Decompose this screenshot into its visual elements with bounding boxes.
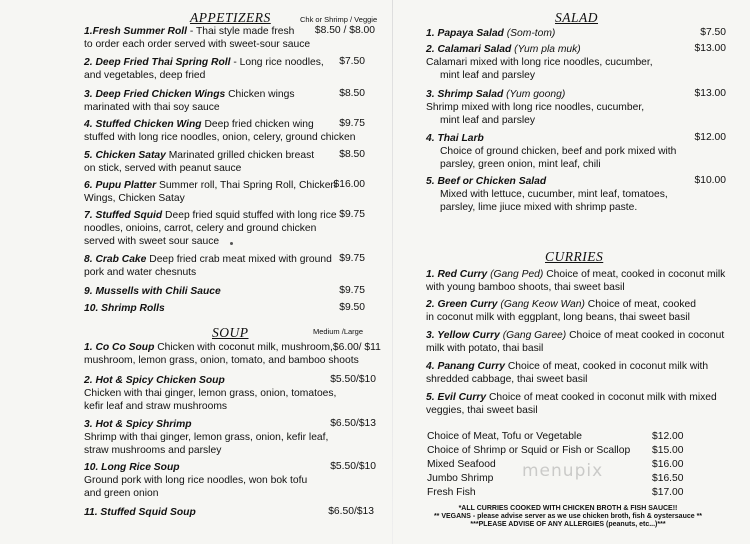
item-price: $9.75 xyxy=(339,118,365,129)
item-desc: Chicken with thai ginger, lemon grass, onion, tomatoes, xyxy=(84,388,337,399)
item-price: $6.50/$13 xyxy=(330,418,376,429)
item-name: 10. Long Rice Soup xyxy=(84,462,180,473)
curry-note: ** VEGANS - please advise server as we use chicken broth, fish & oystersauce ** xyxy=(433,513,703,520)
item-desc: on stick, served with peanut sauce xyxy=(84,163,242,174)
item-price: $7.50 xyxy=(339,56,365,67)
item-desc: Choice of meat, cooked in coconut milk xyxy=(543,269,726,280)
appetizers-price-note: Chk or Shrimp / Veggie xyxy=(300,15,378,24)
curries-heading: CURRIES xyxy=(545,249,604,264)
item-name: 5. Evil Curry xyxy=(426,392,487,403)
item-price: $7.50 xyxy=(700,27,726,38)
column-divider xyxy=(392,0,393,544)
item-price: $9.75 xyxy=(339,209,365,220)
item-thai-name: (Gang Garee) xyxy=(499,330,567,341)
item-name: 10. Shrimp Rolls xyxy=(84,303,165,314)
item-desc: mushroom, lemon grass, onion, tomato, and bamboo shoots xyxy=(84,355,359,366)
item-price: $5.50/$10 xyxy=(330,374,376,385)
soup-price-note: Medium /Large xyxy=(313,327,364,336)
item-price: $6.50/$13 xyxy=(328,506,374,517)
curry-price-value: $16.50 xyxy=(652,473,684,484)
item-name: 3. Yellow Curry xyxy=(426,330,500,341)
item-desc: mint leaf and parsley xyxy=(440,70,536,81)
item-desc: straw mushrooms and parsley xyxy=(84,445,222,456)
item-desc: Choice of meat, cooked xyxy=(584,299,696,310)
menu-item xyxy=(84,302,165,315)
item-name: 2. Hot & Spicy Chicken Soup xyxy=(84,375,225,386)
item-name: 1. Co Co Soup xyxy=(84,342,155,353)
menu-item xyxy=(426,391,717,417)
item-name: 1.Fresh Summer Roll xyxy=(84,26,187,37)
item-name: 9. Mussells with Chili Sauce xyxy=(84,286,221,297)
item-desc: pork and water chesnuts xyxy=(84,267,197,278)
item-name: 4. Thai Larb xyxy=(426,133,484,144)
item-price: $8.50 xyxy=(339,88,365,99)
menu-item xyxy=(426,27,555,40)
item-desc: and green onion xyxy=(84,488,159,499)
item-name: 3. Shrimp Salad xyxy=(426,89,504,100)
menu-item xyxy=(84,209,337,248)
item-desc: Choice of meat, cooked in coconut milk with xyxy=(504,361,709,372)
item-desc: Chicken wings xyxy=(225,89,295,100)
curry-price-label: Jumbo Shrimp xyxy=(427,473,494,484)
item-desc: shredded cabbage, thai sweet basil xyxy=(426,374,588,385)
item-desc: kefir leaf and straw mushrooms xyxy=(84,401,228,412)
curry-note: *ALL CURRIES COOKED WITH CHICKEN BROTH & FISH SAUCE!! xyxy=(458,505,678,512)
item-thai-name: (Gang Keow Wan) xyxy=(497,299,585,310)
soup-heading: SOUP xyxy=(212,325,249,340)
item-name: 4. Stuffed Chicken Wing xyxy=(84,119,202,130)
item-name: 11. Stuffed Squid Soup xyxy=(84,507,196,518)
menu-item xyxy=(84,285,221,298)
item-desc: stuffed with long rice noodles, onion, celery, ground chicken xyxy=(84,132,356,143)
item-desc: Choice of meat cooked in coconut milk with mixed xyxy=(486,392,717,403)
item-desc: mint leaf and parsley xyxy=(440,115,536,126)
item-price: $9.75 xyxy=(339,285,365,296)
menu-item xyxy=(84,506,196,519)
item-name: 5. Chicken Satay xyxy=(84,150,166,161)
item-desc: marinated with thai soy sauce xyxy=(84,102,220,113)
menu-item xyxy=(84,461,307,500)
item-name: 8. Crab Cake xyxy=(84,254,147,265)
menu-item xyxy=(426,268,725,294)
item-name: 3. Hot & Spicy Shrimp xyxy=(84,419,192,430)
item-thai-name: (Yum goong) xyxy=(503,89,566,100)
menu-item xyxy=(84,149,314,175)
item-price: $13.00 xyxy=(694,88,726,99)
item-name: 2. Green Curry xyxy=(426,299,498,310)
item-name: 6. Pupu Platter xyxy=(84,180,157,191)
menu-item xyxy=(426,175,668,214)
item-thai-name: (Som-tom) xyxy=(503,28,556,39)
item-thai-name: (Yum pla muk) xyxy=(511,44,581,55)
curry-price-value: $12.00 xyxy=(652,431,684,442)
item-desc: Deep fried chicken wing xyxy=(201,119,314,130)
item-thai-name: (Gang Ped) xyxy=(487,269,544,280)
item-name: 2. Calamari Salad xyxy=(426,44,512,55)
curry-price-value: $15.00 xyxy=(652,445,684,456)
menu-item xyxy=(426,88,644,127)
item-price: $10.00 xyxy=(694,175,726,186)
item-desc: veggies, thai sweet basil xyxy=(426,405,538,416)
item-price: $13.00 xyxy=(694,43,726,54)
item-desc: Shrimp with thai ginger, lemon grass, onion, kefir leaf, xyxy=(84,432,329,443)
menu-item xyxy=(84,25,310,51)
menu-item xyxy=(426,329,724,355)
item-price: $5.50/$10 xyxy=(330,461,376,472)
curry-price-value: $16.00 xyxy=(652,459,684,470)
item-desc: served with sweet sour sauce xyxy=(84,236,220,247)
menu-item xyxy=(84,253,332,279)
curry-price-label: Choice of Shrimp or Squid or Fish or Scallop xyxy=(427,445,631,456)
item-desc: Chicken with coconut milk, mushroom,$6.00/ $11 xyxy=(154,342,381,353)
item-desc: Choice of ground chicken, beef and pork mixed with xyxy=(440,146,677,157)
speck-mark xyxy=(230,242,233,245)
item-desc: Choice of meat cooked in coconut xyxy=(566,330,725,341)
item-price: $16.00 xyxy=(333,179,365,190)
item-desc: with young bamboo shoots, thai sweet basil xyxy=(426,282,625,293)
item-desc: Summer roll, Thai Spring Roll, Chicken xyxy=(156,180,337,191)
menu-item xyxy=(84,374,336,413)
menu-item xyxy=(84,179,336,205)
item-price: $12.00 xyxy=(694,132,726,143)
menu-item xyxy=(84,118,356,144)
item-name: 7. Stuffed Squid xyxy=(84,210,163,221)
item-name: 2. Deep Fried Thai Spring Roll xyxy=(84,57,231,68)
item-desc: Calamari mixed with long rice noodles, cucumber, xyxy=(426,57,653,68)
item-name: 3. Deep Fried Chicken Wings xyxy=(84,89,226,100)
menu-item xyxy=(426,298,696,324)
watermark-logo: menupix xyxy=(522,461,604,481)
menu-item xyxy=(426,360,708,386)
item-desc: parsley, green onion, mint leaf, chili xyxy=(440,159,601,170)
item-price: $8.50 / $8.00 xyxy=(314,25,375,36)
item-desc: parsley, lime jiuce mixed with shrimp paste. xyxy=(440,202,638,213)
curry-price-label: Mixed Seafood xyxy=(427,459,496,470)
appetizers-heading: APPETIZERS xyxy=(190,10,271,25)
item-desc: noodles, onioins, carrot, celery and ground chicken xyxy=(84,223,317,234)
curry-price-label: Fresh Fish xyxy=(427,487,476,498)
salad-heading: SALAD xyxy=(555,10,598,25)
menu-item xyxy=(84,418,328,457)
menu-item xyxy=(84,88,295,114)
item-desc: - Thai style made fresh xyxy=(187,26,295,37)
curry-price-label: Choice of Meat, Tofu or Vegetable xyxy=(427,431,582,442)
item-desc: Marinated grilled chicken breast xyxy=(165,150,315,161)
item-desc: - Long rice noodles, xyxy=(230,57,324,68)
curry-note: ***PLEASE ADVISE OF ANY ALLERGIES (peanuts, etc...)*** xyxy=(470,521,666,528)
item-name: 1. Red Curry xyxy=(426,269,488,280)
item-desc: Deep fried crab meat mixed with ground xyxy=(146,254,332,265)
item-price: $9.50 xyxy=(339,302,365,313)
menu-item xyxy=(84,341,381,367)
menu-item xyxy=(426,43,653,82)
menu-item xyxy=(426,132,676,171)
item-name: 1. Papaya Salad xyxy=(426,28,504,39)
item-desc: and vegetables, deep fried xyxy=(84,70,206,81)
item-desc: in coconut milk with eggplant, long beans, thai sweet basil xyxy=(426,312,690,323)
menu-item xyxy=(84,56,324,82)
item-name: 5. Beef or Chicken Salad xyxy=(426,176,547,187)
item-price: $9.75 xyxy=(339,253,365,264)
item-desc: Ground pork with long rice noodles, won bok tofu xyxy=(84,475,308,486)
item-price: $8.50 xyxy=(339,149,365,160)
item-name: 4. Panang Curry xyxy=(426,361,505,372)
item-desc: Deep fried squid stuffed with long rice xyxy=(162,210,337,221)
item-desc: Wings, Chicken Satay xyxy=(84,193,185,204)
curry-price-value: $17.00 xyxy=(652,487,684,498)
item-desc: Mixed with lettuce, cucumber, mint leaf, tomatoes, xyxy=(440,189,668,200)
item-desc: to order each order served with sweet-sour sauce xyxy=(84,39,311,50)
item-desc: Shrimp mixed with long rice noodles, cucumber, xyxy=(426,102,645,113)
item-desc: milk with potato, thai basil xyxy=(426,343,544,354)
